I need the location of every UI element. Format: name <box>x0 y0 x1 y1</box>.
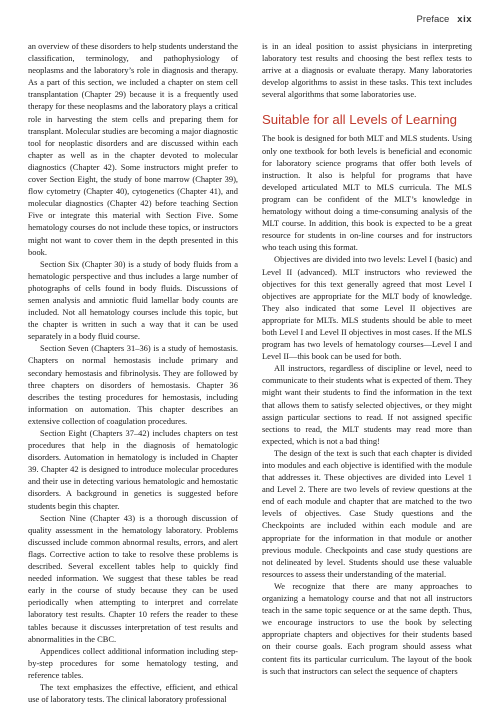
body-paragraph: All instructors, regardless of discipline or level, need to communicate to their students what is expected of them. They might want their students to find the information in the text that allows them to satisfy selected objectives, or they might assign particular sections to read. If not assigned specific sections to read, the MLT students may read more than expected, which is not a bad thing! <box>262 363 472 446</box>
body-paragraph: Appendices collect additional information including step-by-step procedures for some hematology testing, and reference tables. <box>28 645 238 680</box>
body-paragraph: Section Eight (Chapters 37–42) includes chapters on test procedures that help in the diagnosis of hematologic disorders. Automation in hematology is included in Chapter 39. Chapter 42 is designed to introduce molecular procedures and their use in detecting various hematologic and hemostatic disorders. A background in genetics is suggested before students begin this chapter. <box>28 428 238 511</box>
body-paragraph: Objectives are divided into two levels: Level I (basic) and Level II (advanced). MLT instructors who reviewed the objectives for this text generally agreed that most Level I objectives are appropriate for the MLT body of knowledge. They also indicated that some Level II objectives are appropriate for MLTs. MLS students should be able to meet both Level I and Level II objectives in most cases. If the MLS program has two levels of hematology courses—Level I and Level II—this book can be used for both. <box>262 254 472 362</box>
body-paragraph: Section Nine (Chapter 43) is a thorough discussion of quality assessment in the hematology laboratory. Problems discussed include common abnormal results, errors, and alert flags. Corrective action to take to resolve these problems is described. Several excellent tables help to quickly find needed information. We suggest that these tables be read early in the course of study because they can be used periodically when attempting to interpret and correlate laboratory test results. Chapter 10 refers the reader to these tables because it discusses interpretation of test results and abnormalities in the CBC. <box>28 512 238 644</box>
body-paragraph: is in an ideal position to assist physicians in interpreting laboratory test results and choosing the best reflex tests to arrive at a diagnosis or evaluate therapy. Many laboratories develop algorithms to assist in these tasks. This text includes several algorithms that some laboratories use. <box>262 41 472 100</box>
body-paragraph: an overview of these disorders to help students understand the classification, terminology, and pathophysiology of neoplasms and the laboratory’s role in diagnosis and therapy. As a part of this section, we included a chapter on stem cell transplantation (Chapter 29) because it is a frequently used therapy for these neoplasms and the laboratory plays a critical role in harvesting the stem cells and preparing them for transplant. Molecular studies are becoming a major diagnostic tool for neoplastic disorders and are discussed within each chapter as well as in the chapter devoted to molecular diagnostics (Chapter 42). Some instructors might prefer to cover Section Eight, the study of bone marrow (Chapter 39), flow cytometry (Chapter 40), cytogenetics (Chapter 41), and molecular diagnostics (Chapter 42) before teaching Section Five or integrate this material with Section Five. Some hematology courses do not include these topics, or instructors might not want to cover them in the depth presented in this book. <box>28 41 238 257</box>
body-paragraph: Section Six (Chapter 30) is a study of body fluids from a hematologic perspective and thus includes a large number of photographs of cells found in body fluids. Discussions of semen analysis and amniotic fluid lamellar body counts are included. Not all hematology courses include this topic, but the chapter is written in such a way that it can be used separately in a body fluid course. <box>28 258 238 342</box>
running-header <box>417 14 472 25</box>
running-header-section: Preface <box>416 14 450 25</box>
body-paragraph: Section Seven (Chapters 31–36) is a study of hemostasis. Chapters on normal hemostasis include primary and secondary hemostasis and fibrinolysis. They are followed by three chapters on disorders of hemostasis. Chapter 36 describes the testing procedures for hemostasis, including information on automation. This chapter describes an extensive collection of coagulation procedures. <box>28 343 238 426</box>
body-paragraph: We recognize that there are many approaches to organizing a hematology course and that not all instructors teach in the same topic sequence or at the same depth. Thus, we encourage instructors to use the book by selecting appropriate chapters and objectives for their students based on their course goals. Each program should assess what content fits its particular curriculum. The layout of the book is such that instructors can select the sequence of chapters <box>262 580 472 676</box>
right-column <box>262 40 472 677</box>
body-paragraph: The design of the text is such that each chapter is divided into modules and each objective is identified with the module that addresses it. These objectives are divided into Level 1 and Level 2. There are two levels of review questions at the end of each module and chapter that are matched to the two levels of objectives. Case Study questions and the Checkpoints are included within each module and are appropriate for the information in that module or another previous module. Checkpoints and case study questions are not delineated by level. Students should use these valuable resources to assess their understanding of the material. <box>262 447 472 579</box>
body-paragraph: The book is designed for both MLT and MLS students. Using only one textbook for both levels is beneficial and economic for laboratory science programs that offer both levels of instruction. It also is helpful for programs that have developed articulated MLT to MLS curricula. The MLS program can be confident of the MLT’s knowledge in hematology without doing a time-consuming analysis of the MLT course. In addition, this book is expected to be a great resource for students in on-line courses and for instructors who teach using this format. <box>262 133 472 253</box>
page-number: xix <box>457 14 472 25</box>
section-heading: Suitable for all Levels of Learning <box>262 112 458 128</box>
left-column <box>28 40 238 705</box>
body-paragraph: The text emphasizes the effective, efficient, and ethical use of laboratory tests. The clinical laboratory professional <box>28 681 238 705</box>
